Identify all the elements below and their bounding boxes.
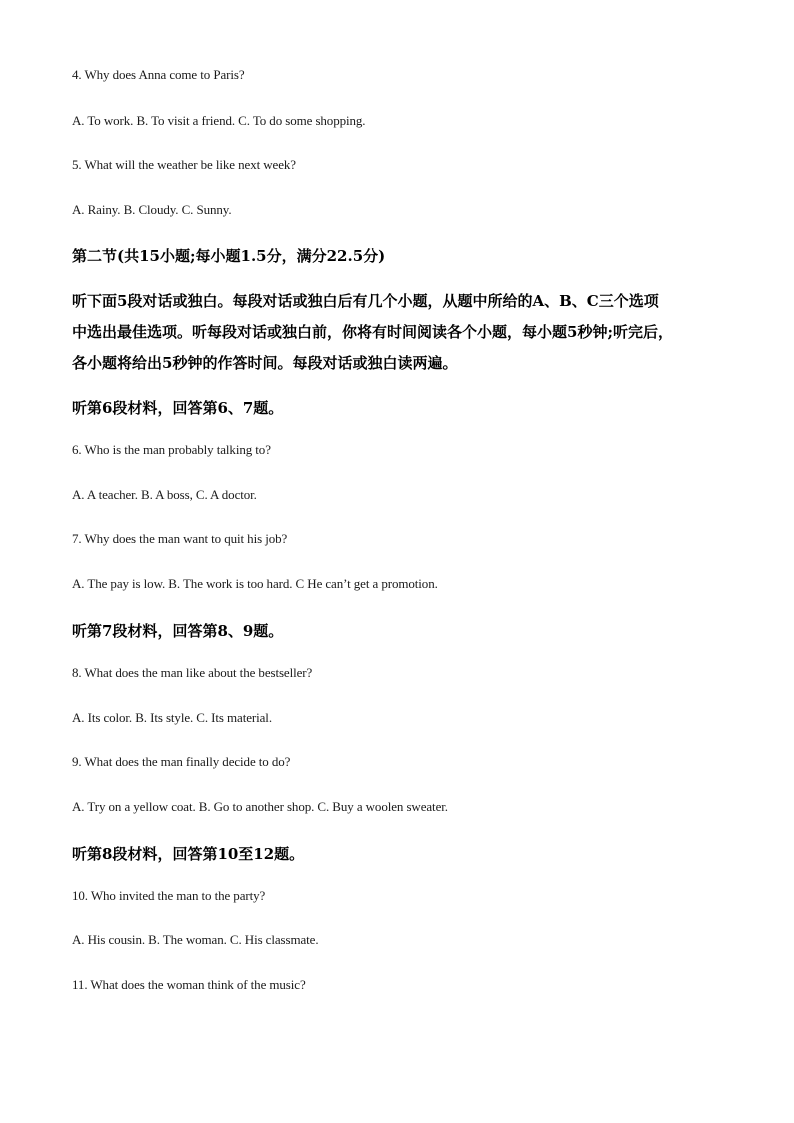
question-10: 10. Who invited the man to the party?: [72, 888, 266, 903]
question-8: 8. What does the man like about the bestseller?: [72, 665, 313, 680]
instructions-line-1: 听下面5段对话或独白。每段对话或独白后有几个小题，从题中所给的A、B、C三个选项: [72, 292, 659, 310]
question-4: 4. Why does Anna come to Paris?: [72, 67, 245, 82]
question-7-options: A. The pay is low. B. The work is too hard. C He can’t get a promotion.: [72, 576, 438, 591]
question-8-options: A. Its color. B. Its style. C. Its material.: [72, 710, 272, 725]
material-7-heading: 听第7段材料，回答第8、9题。: [72, 622, 284, 640]
question-6: 6. Who is the man probably talking to?: [72, 442, 271, 457]
question-4-options: A. To work. B. To visit a friend. C. To do some shopping.: [72, 113, 366, 128]
question-9: 9. What does the man finally decide to do?: [72, 754, 291, 769]
section-2-heading: 第二节(共15小题;每小题1.5分，满分22.5分): [72, 247, 386, 265]
question-11: 11. What does the woman think of the music?: [72, 977, 306, 992]
material-8-heading: 听第8段材料，回答第10至12题。: [72, 845, 305, 863]
question-5-options: A. Rainy. B. Cloudy. C. Sunny.: [72, 202, 232, 217]
question-5: 5. What will the weather be like next week?: [72, 157, 296, 172]
question-7: 7. Why does the man want to quit his job?: [72, 531, 288, 546]
question-6-options: A. A teacher. B. A boss, C. A doctor.: [72, 487, 257, 502]
question-9-options: A. Try on a yellow coat. B. Go to another shop. C. Buy a woolen sweater.: [72, 799, 448, 814]
instructions-line-2: 中选出最佳选项。听每段对话或独白前，你将有时间阅读各个小题，每小题5秒钟;听完后，: [72, 323, 673, 341]
question-10-options: A. His cousin. B. The woman. C. His classmate.: [72, 932, 319, 947]
material-6-heading: 听第6段材料，回答第6、7题。: [72, 399, 284, 417]
instructions-line-3: 各小题将给出5秒钟的作答时间。每段对话或独白读两遍。: [72, 354, 458, 372]
